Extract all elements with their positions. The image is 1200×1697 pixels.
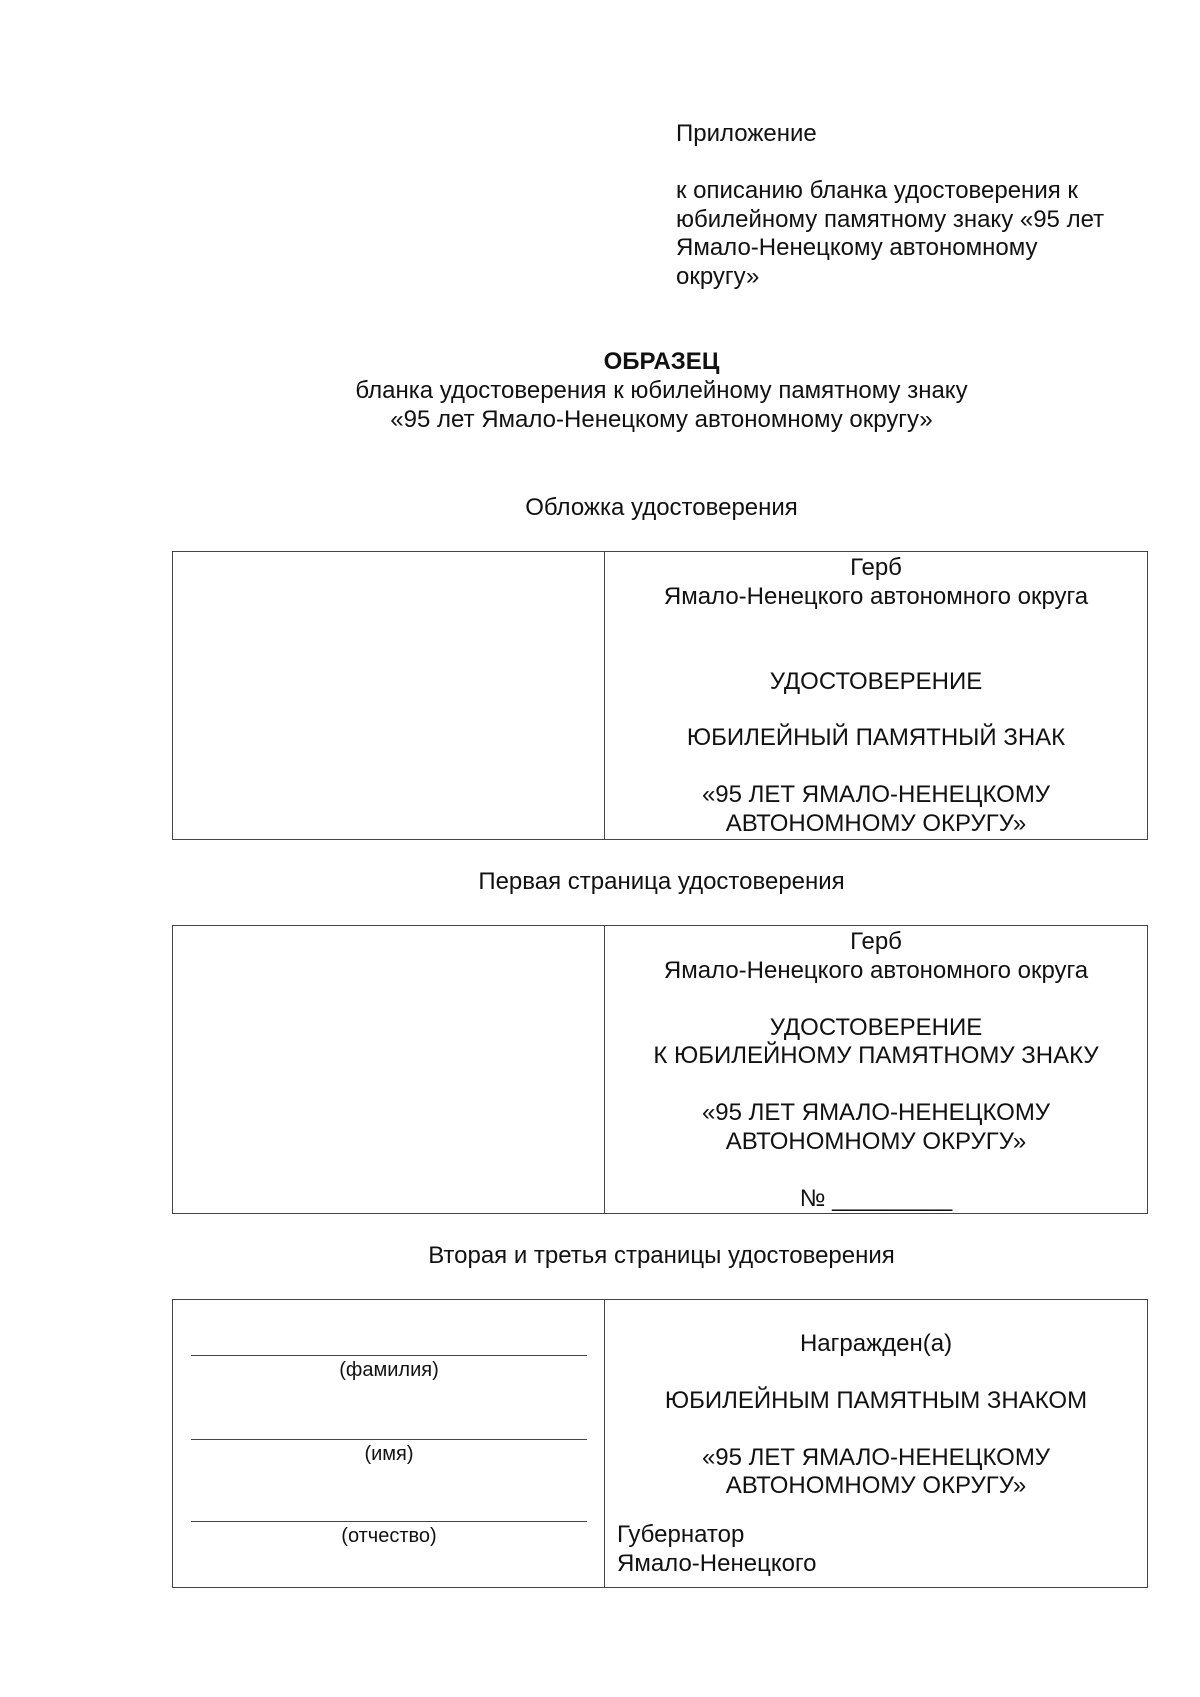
appendix-line: Ямало-Ненецкому автономному: [676, 234, 1038, 262]
second-third-caption: Вторая и третья страницы удостоверения: [428, 1242, 895, 1269]
cert-word: УДОСТОВЕРЕНИЕ: [769, 1013, 983, 1041]
coat-label: Герб: [850, 554, 902, 581]
surname-caption: (фамилия): [339, 1359, 439, 1381]
second-third-right-panel: [605, 1300, 1147, 1579]
appendix-title: Приложение: [676, 120, 817, 147]
second-third-frame: [172, 1299, 1148, 1588]
coat-label-line2: Ямало-Ненецкого автономного округа: [663, 956, 1089, 984]
cert-word: УДОСТОВЕРЕНИЕ: [769, 667, 983, 695]
document-header: [0, 348, 1200, 434]
badge-title: ЮБИЛЕЙНЫЙ ПАМЯТНЫЙ ЗНАК: [686, 724, 1066, 752]
cert-subtitle: К ЮБИЛЕЙНОМУ ПАМЯТНОМУ ЗНАКУ: [653, 1042, 1099, 1070]
patronymic-line: [191, 1521, 587, 1522]
awarded-label: Награжден(а): [799, 1330, 953, 1357]
appendix-line: к описанию бланка удостоверения к: [676, 176, 1078, 204]
appendix-line: округу»: [676, 263, 760, 291]
page-subtitle: «95 лет Ямало-Ненецкому автономному округу»: [390, 405, 933, 433]
first-page-frame: [172, 925, 1148, 1214]
surname-line: [191, 1355, 587, 1356]
coat-label-line2: Ямало-Ненецкого автономного округа: [663, 582, 1089, 610]
name-line: [191, 1439, 587, 1440]
cover-right-panel: [605, 552, 1147, 839]
appendix-line: юбилейному памятному знаку «95 лет: [676, 205, 1105, 233]
badge-name-line1: «95 ЛЕТ ЯМАЛО-НЕНЕЦКОМУ: [701, 1099, 1051, 1127]
cover-frame: [172, 551, 1148, 840]
certificate-number: № _________: [799, 1184, 953, 1212]
appendix-block: [676, 120, 1156, 292]
first-page-caption: Первая страница удостоверения: [478, 868, 845, 895]
first-page-right-panel: [605, 926, 1147, 1214]
page-title: ОБРАЗЕЦ: [603, 348, 720, 375]
name-caption: (имя): [364, 1443, 414, 1465]
governor-label-line2: Ямало-Ненецкого: [617, 1549, 817, 1577]
page-subtitle: бланка удостоверения к юбилейному памятному знаку: [355, 376, 968, 404]
patronymic-caption: (отчество): [341, 1525, 437, 1547]
cover-caption: Обложка удостоверения: [525, 494, 798, 521]
badge-name-line2: АВТОНОМНОМУ ОКРУГУ»: [725, 809, 1027, 837]
badge-title: ЮБИЛЕЙНЫМ ПАМЯТНЫМ ЗНАКОМ: [664, 1386, 1088, 1414]
badge-name-line1: «95 ЛЕТ ЯМАЛО-НЕНЕЦКОМУ: [701, 1443, 1051, 1471]
coat-label: Герб: [850, 928, 902, 955]
badge-name-line1: «95 ЛЕТ ЯМАЛО-НЕНЕЦКОМУ: [701, 781, 1051, 809]
governor-label: Губернатор: [617, 1521, 745, 1549]
badge-name-line2: АВТОНОМНОМУ ОКРУГУ»: [725, 1472, 1027, 1500]
badge-name-line2: АВТОНОМНОМУ ОКРУГУ»: [725, 1127, 1027, 1155]
